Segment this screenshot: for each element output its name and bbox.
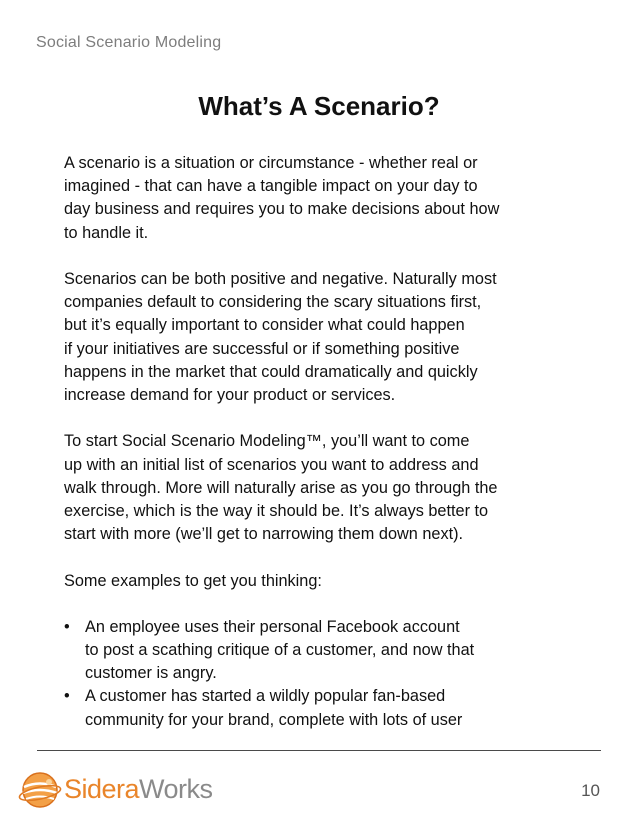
running-header: Social Scenario Modeling: [36, 34, 222, 51]
text-line: imagined - that can have a tangible impact on your day to: [64, 177, 478, 196]
text-line: exercise, which is the way it should be. It’s always better to: [64, 502, 489, 521]
text-line: A customer has started a wildly popular fan-based: [85, 687, 446, 706]
text-line: Scenarios can be both positive and negative. Naturally most: [64, 270, 497, 288]
logo-wordmark: [64, 774, 213, 805]
text-line: happens in the market that could dramatically and quickly: [64, 362, 478, 381]
logo-wordmark-primary: Sidera: [64, 774, 140, 804]
page-number: 10: [581, 781, 600, 800]
sidera-works-logo: [18, 760, 218, 820]
text-line: start with more (we’ll get to narrowing them down next).: [64, 525, 464, 544]
bullet-icon: •: [64, 687, 70, 706]
text-line: walk through. More will naturally arise as you go through the: [64, 478, 498, 497]
text-line: increase demand for your product or services.: [64, 386, 396, 405]
footer-rule: [37, 750, 601, 751]
text-line: if your initiatives are successful or if something positive: [64, 339, 460, 358]
text-line: customer is angry.: [85, 664, 217, 683]
paragraph-getting-started: [64, 430, 584, 546]
list-item: [64, 616, 584, 686]
paragraph-examples-intro: [64, 570, 584, 593]
planet-logo-icon: [18, 760, 66, 820]
text-line: to post a scathing critique of a customer, and now that: [85, 641, 475, 660]
text-line: An employee uses their personal Facebook account: [85, 617, 460, 636]
text-line: companies default to considering the scary situations first,: [64, 293, 482, 312]
text-line: but it’s equally important to consider what could happen: [64, 316, 465, 335]
paragraph-definition: [64, 152, 584, 245]
page-title: What’s A Scenario?: [198, 91, 440, 121]
text-line: To start Social Scenario Modeling™, you’ll want to come: [64, 432, 470, 451]
text-line: day business and requires you to make decisions about how: [64, 200, 500, 219]
paragraph-positive-negative: [64, 268, 584, 407]
text-line: to handle it.: [64, 223, 149, 242]
text-line: community for your brand, complete with lots of user: [85, 710, 463, 729]
body-content: [64, 152, 584, 732]
text-line: A scenario is a situation or circumstance - whether real or: [64, 154, 478, 172]
text-line: up with an initial list of scenarios you want to address and: [64, 455, 479, 474]
examples-list: [64, 616, 584, 732]
logo-wordmark-secondary: Works: [139, 774, 213, 804]
bullet-icon: •: [64, 617, 70, 636]
list-item: [64, 685, 584, 731]
text-line: Some examples to get you thinking:: [64, 571, 322, 590]
